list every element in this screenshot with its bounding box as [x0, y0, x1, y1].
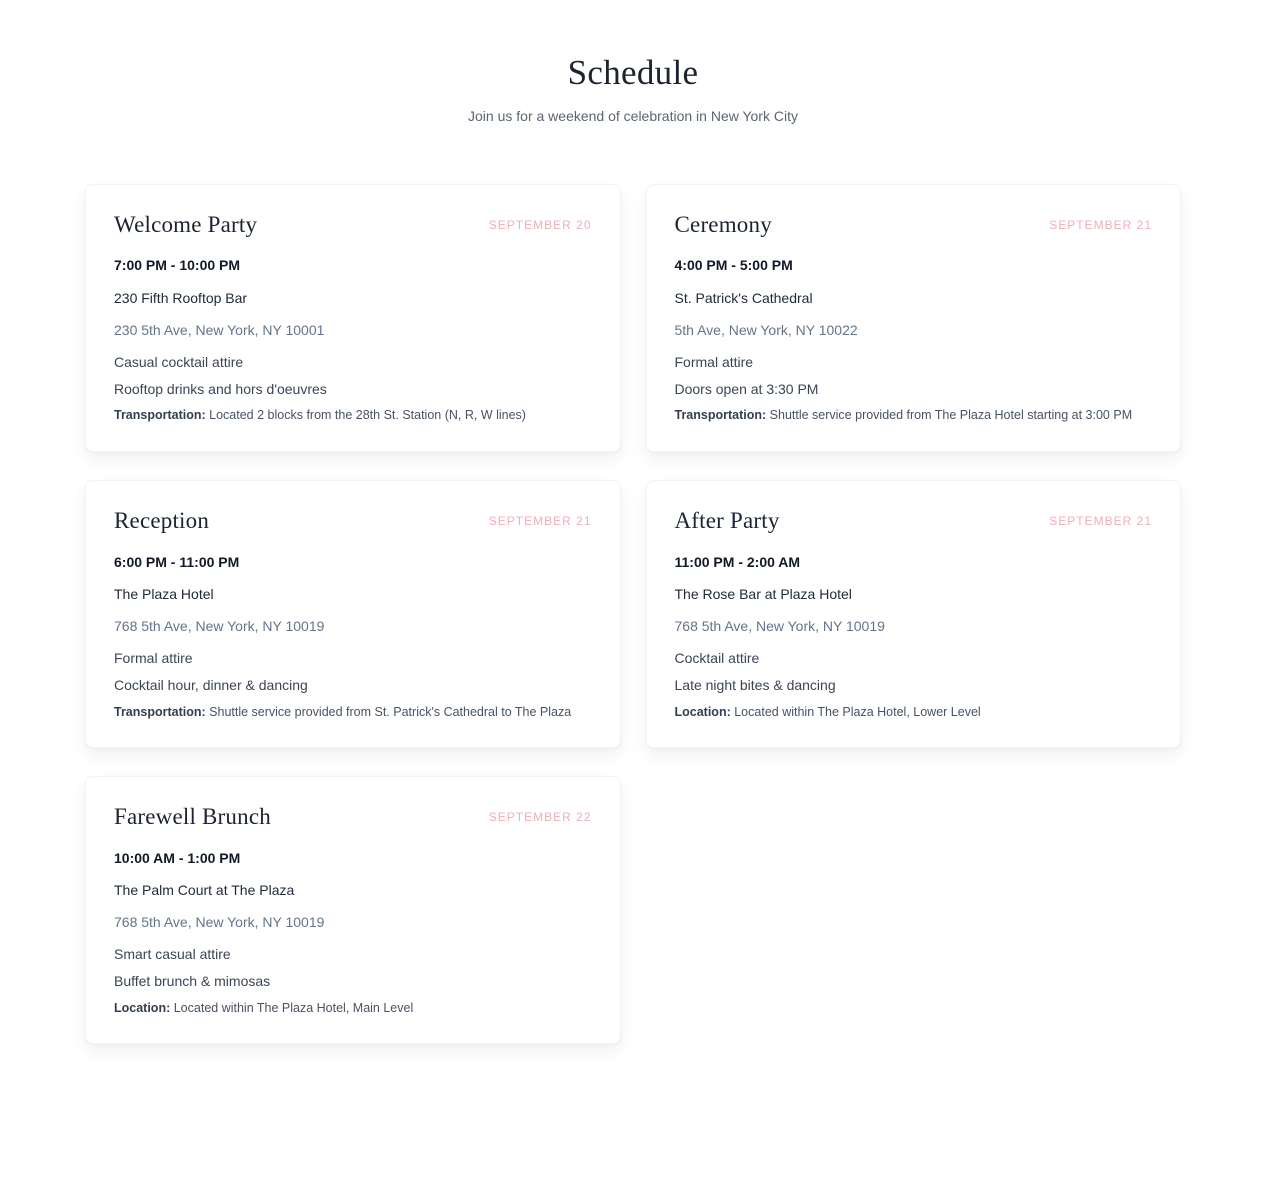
event-address: 5th Ave, New York, NY 10022	[674, 321, 858, 338]
event-card-header	[114, 210, 592, 240]
event-attire: Cocktail attire	[674, 650, 760, 667]
event-time: 7:00 PM - 10:00 PM	[114, 257, 241, 274]
event-description: Rooftop drinks and hors d'oeuvres	[114, 381, 327, 398]
event-date-badge: SEPTEMBER 21	[1049, 513, 1152, 528]
event-card-header	[114, 506, 592, 536]
event-time: 11:00 PM - 2:00 AM	[674, 553, 801, 570]
events-grid	[85, 184, 1181, 1044]
event-attire: Formal attire	[674, 354, 754, 371]
event-card-welcome-party	[85, 184, 621, 452]
event-description: Doors open at 3:30 PM	[674, 381, 819, 398]
event-attire: Casual cocktail attire	[114, 354, 244, 371]
event-description: Late night bites & dancing	[674, 677, 836, 694]
event-venue: The Plaza Hotel	[114, 585, 214, 602]
page-header	[85, 52, 1181, 127]
event-venue: 230 Fifth Rooftop Bar	[114, 289, 248, 306]
event-title: Reception	[114, 507, 210, 533]
event-note-label: Location:	[674, 704, 731, 719]
event-note	[114, 704, 592, 720]
event-attire: Formal attire	[114, 650, 193, 667]
event-description: Buffet brunch & mimosas	[114, 973, 271, 990]
event-note-text: Shuttle service provided from St. Patrick's Cathedral to The Plaza	[209, 704, 572, 719]
event-card-farewell-brunch	[85, 776, 621, 1044]
event-venue: The Palm Court at The Plaza	[114, 881, 295, 898]
event-card-after-party	[646, 480, 1182, 748]
event-attire: Smart casual attire	[114, 946, 231, 963]
page-title: Schedule	[567, 53, 699, 92]
event-note	[114, 407, 592, 423]
event-note-text: Located 2 blocks from the 28th St. Station (N, R, W lines)	[209, 408, 526, 423]
page-subtitle: Join us for a weekend of celebration in New York City	[468, 108, 798, 124]
event-card-reception	[85, 480, 621, 748]
event-venue: St. Patrick's Cathedral	[674, 289, 813, 306]
event-title: After Party	[674, 507, 780, 533]
event-address: 768 5th Ave, New York, NY 10019	[114, 617, 325, 634]
event-address: 230 5th Ave, New York, NY 10001	[114, 321, 325, 338]
event-description: Cocktail hour, dinner & dancing	[114, 677, 308, 694]
event-title: Welcome Party	[114, 211, 258, 237]
event-title: Farewell Brunch	[114, 803, 271, 829]
event-card-header	[675, 210, 1153, 240]
content-container	[85, 0, 1181, 1184]
event-date-badge: SEPTEMBER 22	[488, 809, 592, 824]
event-note	[675, 704, 1153, 720]
event-note-label: Transportation:	[114, 408, 206, 423]
event-date-badge: SEPTEMBER 21	[488, 513, 592, 528]
event-note	[675, 407, 1153, 423]
event-note-label: Transportation:	[674, 408, 767, 423]
event-time: 4:00 PM - 5:00 PM	[674, 257, 793, 274]
event-note-text: Shuttle service provided from The Plaza Hotel starting at 3:00 PM	[769, 408, 1133, 423]
event-address: 768 5th Ave, New York, NY 10019	[114, 914, 325, 931]
event-note-label: Transportation:	[114, 704, 206, 719]
event-card-header	[114, 802, 592, 832]
event-note-label: Location:	[114, 1000, 171, 1015]
event-note-text: Located within The Plaza Hotel, Main Level	[173, 1000, 414, 1015]
event-date-badge: SEPTEMBER 21	[1049, 217, 1152, 232]
event-note-text: Located within The Plaza Hotel, Lower Level	[734, 704, 981, 719]
event-time: 10:00 AM - 1:00 PM	[114, 849, 241, 866]
event-card-ceremony	[646, 184, 1182, 452]
event-address: 768 5th Ave, New York, NY 10019	[674, 617, 885, 634]
event-time: 6:00 PM - 11:00 PM	[114, 553, 240, 570]
event-note	[114, 1000, 592, 1016]
event-venue: The Rose Bar at Plaza Hotel	[674, 585, 852, 602]
event-card-header	[675, 506, 1153, 536]
event-title: Ceremony	[674, 211, 772, 237]
event-date-badge: SEPTEMBER 20	[488, 217, 592, 232]
